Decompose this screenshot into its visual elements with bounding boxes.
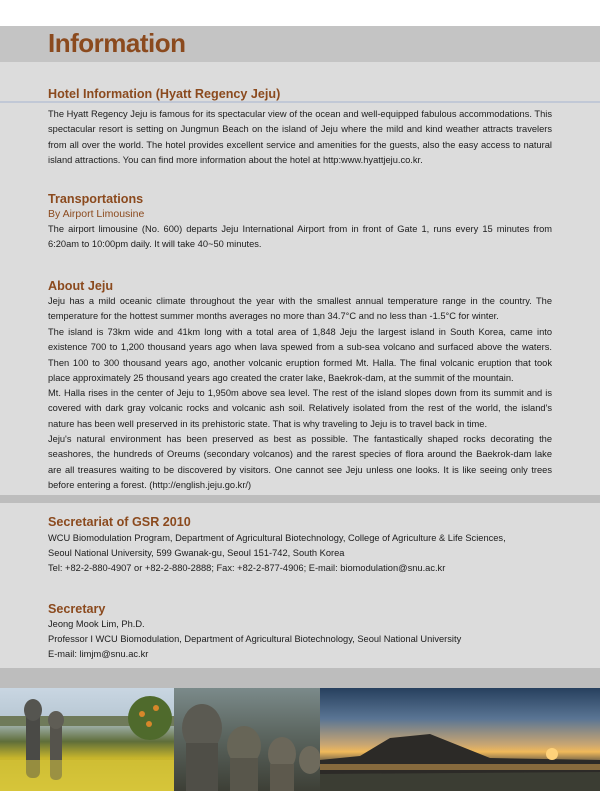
hotel-heading: Hotel Information (Hyatt Regency Jeju): [48, 87, 281, 101]
secretariat-line: Seoul National University, 599 Gwanak-gu, Seoul 151-742, South Korea: [48, 548, 345, 558]
about-paragraph-3: Mt. Halla rises in the center of Jeju to 1,950m above sea level. The rest of the island slopes down from its summit and is covered with dark gray volcanic rocks and volcanic ash soil. Relatively isolated from the rest of the world, the island's nature has been well preserved in its prehistoric state. That is why traveling to Jeju is to travel back in time.: [48, 388, 552, 429]
secretariat-line: WCU Biomodulation Program, Department of Agricultural Biotechnology, College of Agriculture & Life Sciences,: [48, 533, 506, 543]
bottom-divider: [0, 668, 600, 688]
top-margin: [0, 0, 600, 26]
about-paragraph-1: Jeju has a mild oceanic climate throughout the year with the smallest annual temperature range in the country. The temperature for the hottest summer months averages no more than 34.7°C and no less than -1.5°C for winter.: [48, 296, 552, 322]
about-heading: About Jeju: [48, 279, 114, 293]
transport-subheading: By Airport Limousine: [48, 208, 145, 220]
secretary-line: Jeong Mook Lim, Ph.D.: [48, 619, 145, 629]
photo-stone-statues-row: [174, 688, 320, 791]
secretary-heading: Secretary: [48, 602, 106, 616]
hotel-text: The Hyatt Regency Jeju is famous for its spectacular view of the ocean and well-equipped fabulous accommodations. This spectacular resort is setting on Jungmun Beach on the island of Jeju where the mild and kind weather attracts travelers from all over the world. The hotel provides excellent service and amenities for the guests, also the easy access to natural island attractions. You can find more information about the hotel at http:www.hyattjeju.co.kr.: [48, 109, 552, 165]
about-paragraph-4: Jeju's natural environment has been preserved as best as possible. The fantastically shaped rocks decorating the seashores, the hundreds of Oreums (secondary volcanos) and the rarest species of flora around the Baekrok-dam lake are all treasures waiting to be discovered by visitors. One cannot see Jeju unless one looks. It is like seeing only trees before entering a forest. (http://english.jeju.go.kr/): [48, 434, 552, 490]
transport-text: The airport limousine (No. 600) departs Jeju International Airport from in front of Gate 1, runs every 15 minutes from 6:20am to 10:00pm daily. It will take 40~50 minutes.: [48, 224, 552, 250]
photo-sunrise-peak: [320, 688, 600, 791]
transport-heading: Transportations: [48, 192, 144, 206]
secretariat-line: Tel: +82-2-880-4907 or +82-2-880-2888; Fax: +82-2-877-4906; E-mail: biomodulation@snu.ac.kr: [48, 563, 446, 573]
secretary-line: E-mail: limjm@snu.ac.kr: [48, 649, 149, 659]
secretariat-heading: Secretariat of GSR 2010: [48, 515, 191, 529]
photo-stone-statues-field: [0, 688, 174, 791]
about-paragraph-2: The island is 73km wide and 41km long with a total area of 1,848 Jeju the largest island in South Korea, came into existence 700 to 1,200 thousand years ago when lava spewed from a sub-sea volcano and surfaced above the waters. Then 100 to 300 thousand years ago, another volcanic eruption formed Mt. Halla. The final volcanic eruption that took place approximately 25 thousand years ago created the crater lake, Baekrok-dam, at the summit of the mountain.: [48, 327, 552, 383]
page-title: Information: [48, 28, 186, 58]
photo-strip: [0, 688, 600, 791]
section-divider: [0, 495, 600, 503]
secretary-line: Professor I WCU Biomodulation, Department of Agricultural Biotechnology, Seoul National University: [48, 634, 462, 644]
